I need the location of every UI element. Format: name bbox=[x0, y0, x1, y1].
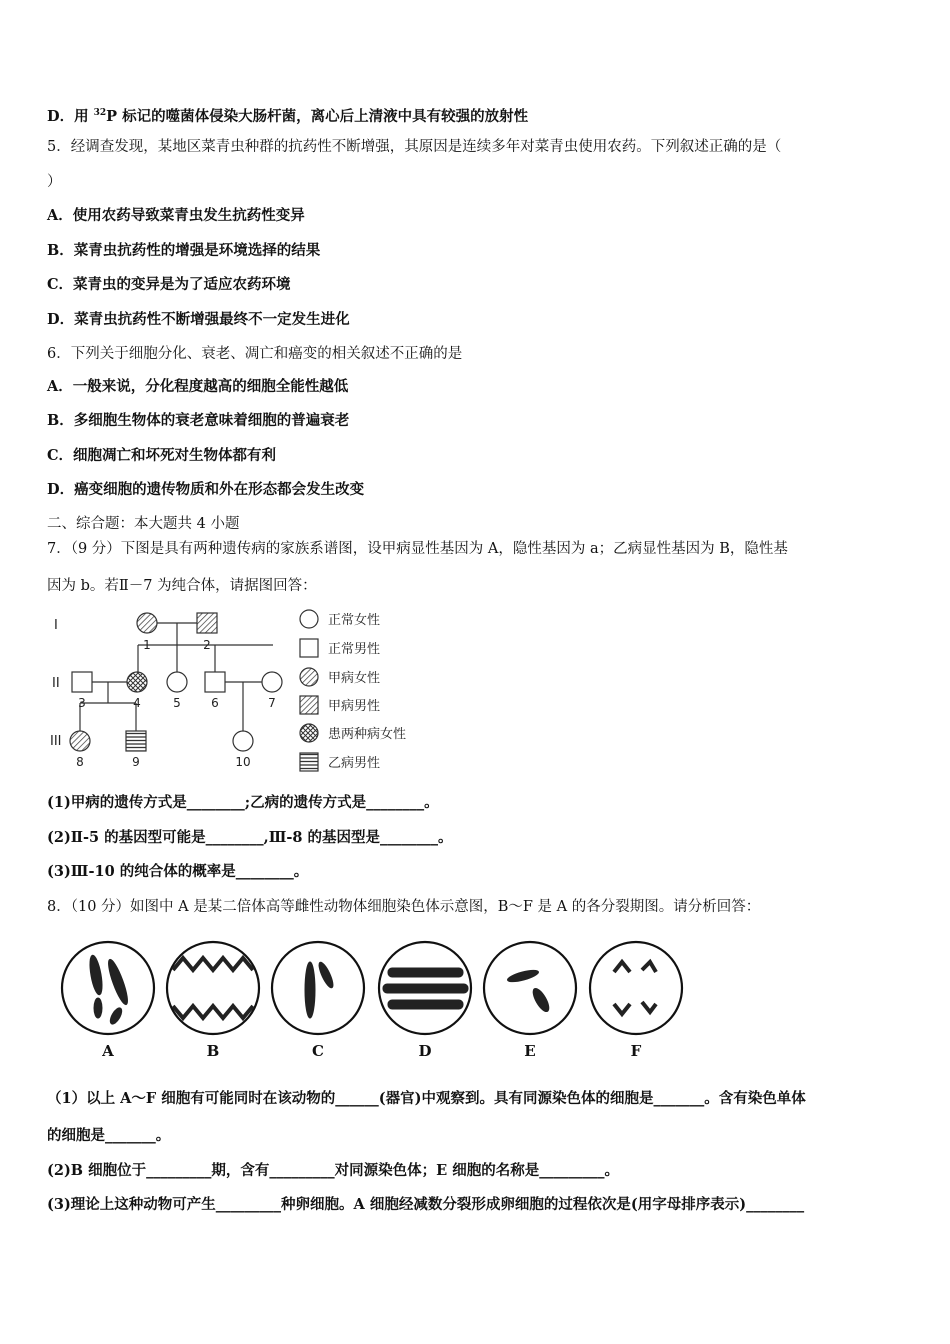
cell-label-b: B bbox=[206, 1042, 220, 1060]
q7-stem-line1: 7．（9 分）下图是具有两种遗传病的家族系谱图，设甲病显性基因为 A，隐性基因为 a；乙病显性基因为 B，隐性基 bbox=[47, 541, 788, 557]
cell-c bbox=[272, 942, 364, 1034]
ped-ii-6-normal-male bbox=[205, 672, 225, 692]
gen-label-i: I bbox=[54, 618, 58, 633]
cell-a-chromosome bbox=[94, 998, 102, 1018]
ped-number-2: 2 bbox=[203, 638, 211, 652]
legend-symbol-both-female bbox=[300, 724, 318, 742]
ped-number-5: 5 bbox=[173, 696, 181, 710]
q5-stem-line2: ） bbox=[47, 174, 62, 190]
ped-ii-4-affected-both-female bbox=[127, 672, 147, 692]
legend-label-normal-male: 正常男性 bbox=[328, 642, 381, 657]
q7-stem-line2: 因为 b。若Ⅱ－7 为纯合体，请据图回答： bbox=[47, 578, 317, 594]
ped-number-10: 10 bbox=[235, 755, 251, 769]
cell-b bbox=[167, 942, 259, 1034]
q5-option-c: C．菜青虫的变异是为了适应农药环境 bbox=[47, 276, 291, 293]
cell-c-chromosome bbox=[305, 962, 315, 1018]
q8-sub2: (2)B 细胞位于_________期，含有_________对同源染色体；E 细胞的名称是_________。 bbox=[47, 1162, 619, 1179]
q4-option-d bbox=[47, 103, 528, 127]
q8-stem: 8．（10 分）如图中 A 是某二倍体高等雌性动物体细胞染色体示意图，B～F 是 A 的各分裂期图。请分析回答： bbox=[47, 899, 761, 915]
pedigree-chart bbox=[48, 603, 448, 775]
cell-d-chromosome bbox=[383, 984, 468, 993]
legend-label-both-female: 患两种病女性 bbox=[328, 727, 407, 742]
ped-iii-9-affected-b-male bbox=[126, 731, 146, 751]
q8-sub1-line1: （1）以上 A～F 细胞有可能同时在该动物的______(器官)中观察到。具有同源染色体的细胞是_______。含有染色单体 bbox=[47, 1090, 806, 1107]
legend-symbol-a-female bbox=[300, 668, 318, 686]
ped-i-2-affected-a-male bbox=[197, 613, 217, 633]
q6-option-c: C．细胞凋亡和坏死对生物体都有利 bbox=[47, 447, 277, 464]
q4d-rest: P 标记的噬菌体侵染大肠杆菌，离心后上清液中具有较强的放射性 bbox=[106, 108, 529, 125]
cell-label-a: A bbox=[102, 1042, 114, 1060]
ped-i-1-affected-a-female bbox=[137, 613, 157, 633]
ped-ii-5-normal-female bbox=[167, 672, 187, 692]
legend-symbol-a-male bbox=[300, 696, 318, 714]
cell-label-e: E bbox=[524, 1042, 536, 1060]
q8-sub3: (3)理论上这种动物可产生_________种卵细胞。A 细胞经减数分裂形成卵细胞的过程依次是(用字母排序表示)________ bbox=[47, 1196, 805, 1213]
q8-sub1-line2: 的细胞是_______。 bbox=[47, 1127, 171, 1144]
ped-ii-3-normal-male bbox=[72, 672, 92, 692]
q5-option-d: D．菜青虫抗药性不断增强最终不一定发生进化 bbox=[47, 311, 350, 328]
cell-d-chromosome bbox=[388, 968, 463, 977]
q4d-prefix: D．用 bbox=[47, 108, 94, 125]
legend-label-b-male: 乙病男性 bbox=[328, 756, 381, 771]
cell-label-f: F bbox=[630, 1042, 642, 1060]
cell-a bbox=[62, 942, 154, 1034]
ped-number-9: 9 bbox=[132, 755, 140, 769]
ped-number-7: 7 bbox=[268, 696, 276, 710]
legend-label-normal-female: 正常女性 bbox=[328, 613, 381, 628]
ped-number-1: 1 bbox=[143, 638, 151, 652]
cell-d-chromosome bbox=[388, 1000, 463, 1009]
q5-option-a: A．使用农药导致菜青虫发生抗药性变异 bbox=[47, 207, 305, 224]
legend-symbol-normal-female bbox=[300, 610, 318, 628]
cell-label-d: D bbox=[418, 1042, 432, 1060]
gen-label-iii: III bbox=[50, 734, 62, 749]
cell-division-figure bbox=[58, 940, 688, 1062]
q6-option-b: B．多细胞生物体的衰老意味着细胞的普遍衰老 bbox=[47, 412, 350, 429]
q6-option-a: A．一般来说，分化程度越高的细胞全能性越低 bbox=[47, 378, 349, 395]
section-heading: 二、综合题：本大题共 4 小题 bbox=[47, 516, 240, 532]
cell-label-c: C bbox=[312, 1042, 324, 1060]
legend-symbol-b-male bbox=[300, 753, 318, 771]
q7-sub2: (2)Ⅱ-5 的基因型可能是________,Ⅲ-8 的基因型是________。 bbox=[47, 829, 453, 846]
q4d-superscript: 32 bbox=[93, 108, 107, 118]
legend-symbol-normal-male bbox=[300, 639, 318, 657]
legend-label-a-female: 甲病女性 bbox=[328, 671, 381, 686]
q7-sub1: (1)甲病的遗传方式是________;乙病的遗传方式是________。 bbox=[47, 794, 439, 811]
ped-iii-8-affected-a-female bbox=[70, 731, 90, 751]
q7-sub3: (3)Ⅲ-10 的纯合体的概率是________。 bbox=[47, 863, 309, 880]
ped-number-4: 4 bbox=[133, 696, 141, 710]
q5-option-b: B．菜青虫抗药性的增强是环境选择的结果 bbox=[47, 242, 321, 259]
ped-ii-7-normal-female bbox=[262, 672, 282, 692]
ped-number-3: 3 bbox=[78, 696, 86, 710]
q6-stem: 6．下列关于细胞分化、衰老、凋亡和癌变的相关叙述不正确的是 bbox=[47, 346, 463, 362]
ped-number-8: 8 bbox=[76, 755, 84, 769]
q5-stem-line1: 5．经调查发现，某地区菜青虫种群的抗药性不断增强，其原因是连续多年对菜青虫使用农药。下列叙述正确的是（ bbox=[47, 139, 782, 155]
cell-e bbox=[484, 942, 576, 1034]
ped-iii-10-normal-female bbox=[233, 731, 253, 751]
q6-option-d: D．癌变细胞的遗传物质和外在形态都会发生改变 bbox=[47, 481, 365, 498]
gen-label-ii: II bbox=[52, 676, 60, 691]
legend-label-a-male: 甲病男性 bbox=[328, 699, 381, 714]
ped-number-6: 6 bbox=[211, 696, 219, 710]
cell-f bbox=[590, 942, 682, 1034]
